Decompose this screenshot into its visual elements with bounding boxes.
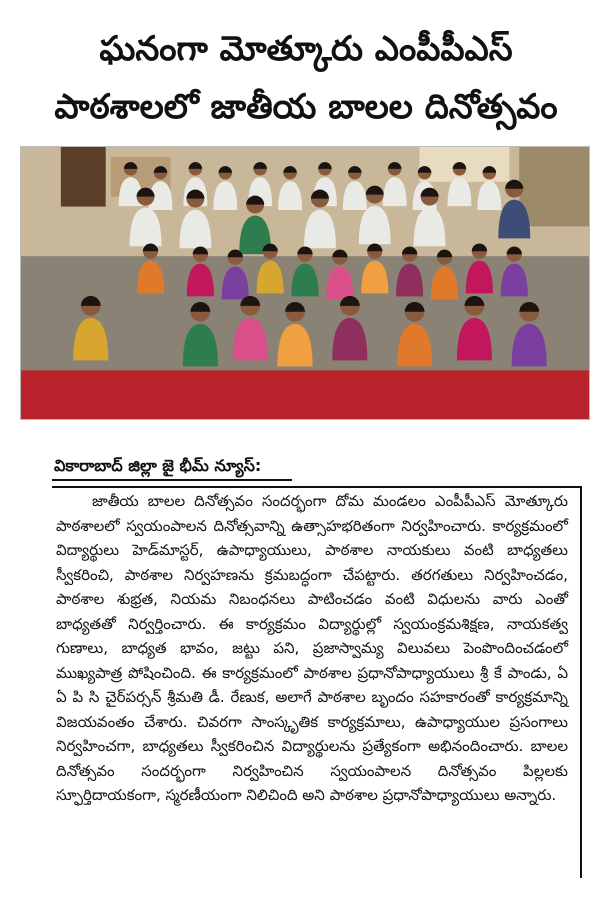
photo-mat [21, 370, 589, 419]
headline-line-1: ఘనంగా మోత్కూరు ఎంపీపీఎస్ [99, 29, 513, 69]
group-photo-illustration [21, 147, 589, 419]
dateline-underline [52, 479, 292, 481]
photo-window [61, 147, 106, 207]
dateline: వికారాబాద్ జిల్లా జై భీమ్ న్యూస్: [54, 456, 262, 475]
headline-line-2: పాఠశాలలో జాతీయ బాలల దినోత్సవం [54, 87, 558, 127]
photo-door [519, 147, 589, 226]
news-photo [20, 146, 590, 420]
article-body: జాతీయ బాలల దినోత్సవం సందర్భంగా దోమ మండలం ఎంపీపీఎస్ మోత్కూరు పాఠశాలలో స్వయంపాలన దినోత్సవాన్ని ఉత్సాహభరితంగా నిర్వహించారు. కార్యక్రమంలో విద్యార్థులు హెడ్‌మాస్టర్, ఉపాధ్యాయులు, పాఠశాల నాయకులు వంటి బాధ్యతలు స్వీకరించి, పాఠశాల నిర్వహణను క్రమబద్ధంగా చేపట్టారు. తరగతులు నిర్వహించడం, పాఠశాల శుభ్రత, నియమ నిబంధనలు పాటించడం వంటి విధులను వారు ఎంతో బాధ్యతతో నిర్వర్తించారు. ఈ కార్యక్రమం విద్యార్థుల్లో స్వయంక్రమశిక్షణ, నాయకత్వ గుణాలు, బాధ్యత భావం, జట్టు పని, ప్రజాస్వామ్య విలువలు పెంపొందించడంలో ముఖ్యపాత్ర పోషించింది. ఈ కార్యక్రమంలో పాఠశాల ప్రధానోపాధ్యాయులు శ్రీ కే పాండు, ఏ ఏ పి సి చైర్‌పర్సన్ శ్రీమతి డీ. రేణుక, అలాగే పాఠశాల బృందం సహకారంతో కార్యక్రమాన్ని విజయవంతం చేశారు. చివరగా సాంస్కృతిక కార్యక్రమాలు, ఉపాధ్యాయుల ప్రసంగాలు నిర్వహించగా, బాధ్యతలు స్వీకరించిన విద్యార్థులను ప్రత్యేకంగా అభినందించారు. బాలల దినోత్సవం సందర్భంగా నిర్వహించిన స్వయంపాలన దినోత్సవం పిల్లలకు స్ఫూర్తిదాయకంగా, స్మరణీయంగా నిలిచింది అని పాఠశాల ప్రధానోపాధ్యాయులు అన్నారు. [56, 492, 568, 804]
headline [0, 20, 612, 136]
